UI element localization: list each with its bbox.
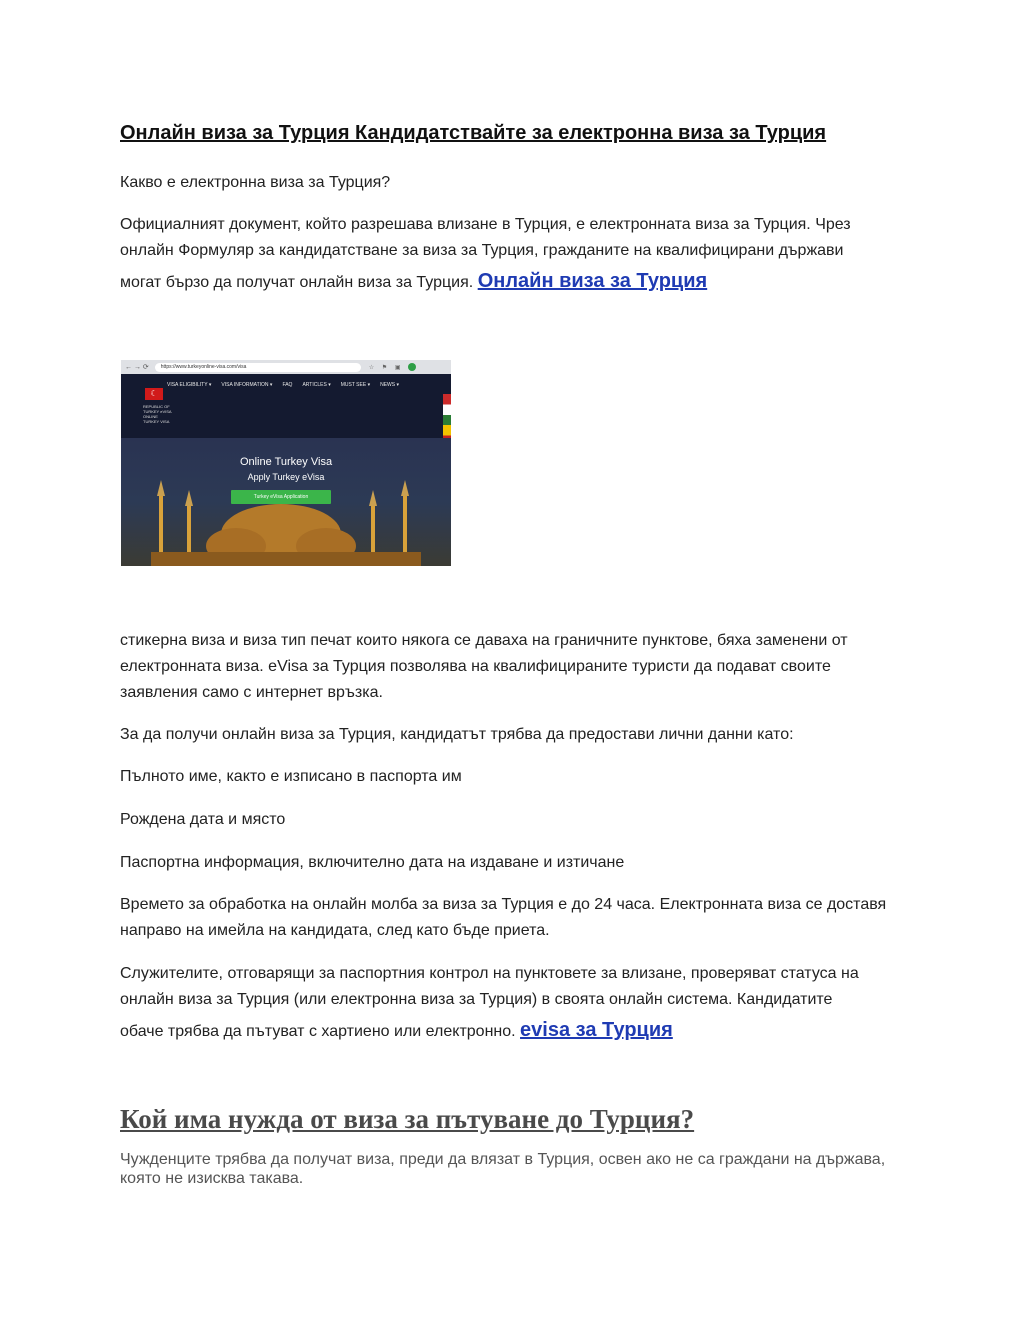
menu-visa-information: VISA INFORMATION ▾ (221, 382, 273, 388)
control-line-3-text: обаче трябва да пътуват с хартиено или електронно. (120, 1023, 516, 1040)
intro-line-2: онлайн Формуляр за кандидатстване за виза за Турция, гражданите на квалифицирани държави (120, 242, 844, 259)
menu-articles: ARTICLES ▾ (302, 382, 331, 388)
paragraph-passport-control (120, 961, 900, 1049)
paragraph-requirements: За да получи онлайн виза за Турция, кандидатът трябва да предостави лични данни като: (120, 726, 794, 743)
control-line-2: онлайн виза за Турция (или електронна виза за Турция) в своята онлайн система. Кандидатите (120, 991, 833, 1008)
browser-toolbar (121, 360, 451, 374)
hero-apply-button: Turkey eVisa Application (231, 490, 331, 504)
hero-title: Online Turkey Visa (239, 456, 333, 468)
turkey-flag-icon: ☾ (145, 388, 163, 400)
evisa-link[interactable]: evisa за Турция (520, 1019, 673, 1041)
question-text: Какво е електронна виза за Турция? (120, 174, 391, 191)
section-heading: Кой има нужда от виза за пътуване до Турция? (120, 1104, 695, 1134)
document-title: Онлайн виза за Турция Кандидатствайте за електронна виза за Турция (120, 122, 827, 144)
website-screenshot (121, 360, 451, 566)
hero-subtitle: Apply Turkey eVisa (247, 472, 325, 482)
menu-news: NEWS ▾ (380, 382, 399, 388)
list-item-birth: Рождена дата и място (120, 811, 286, 828)
site-menu (167, 382, 399, 388)
browser-extension-icons: ☆ ⚑ ▣ (368, 364, 404, 371)
paragraph-processing-time: Времето за обработка на онлайн молба за виза за Турция е до 24 часа. Електронната виза се доставя направо на имейла на кандидата, след като бъде приета. (120, 896, 887, 939)
list-item-passport: Паспортна информация, включително дата на издаване и изтичане (120, 854, 625, 871)
closing-paragraph: Чужденците трябва да получат виза, преди да влязат в Турция, освен ако не са граждани на държава, която не изисква такава. (120, 1151, 886, 1187)
online-visa-link[interactable]: Онлайн виза за Турция (477, 270, 708, 292)
control-line-1: Служителите, отговарящи за паспортния контрол на пунктовете за влизане, проверяват статуса на (120, 965, 859, 982)
intro-line-3-text: могат бързо да получат онлайн виза за Турция. (120, 274, 474, 291)
intro-paragraph (120, 212, 900, 300)
control-line-3 (120, 1013, 900, 1049)
menu-visa-eligibility: VISA ELIGIBILITY ▾ (167, 382, 212, 388)
paragraph-sticker-visa: стикерна виза и виза тип печат които някога се даваха на граничните пунктове, бяха заменени от електронната виза. eVisa за Турция позволява на квалифицираните туристи да подават своите заявления само с интернет връзка. (120, 632, 848, 701)
site-navbar (121, 374, 451, 438)
site-logo-text: REPUBLIC OF TURKEY eVISA ONLINE TURKEY VISA (143, 404, 172, 424)
browser-url-bar: https://www.turkeyonline-visa.com/visa (155, 363, 361, 372)
intro-line-1: Официалният документ, който разрешава влизане в Турция, е електронната виза за Турция. Чрез (120, 216, 851, 233)
profile-icon (408, 363, 416, 371)
browser-nav-icons: ← → ⟳ (125, 364, 149, 371)
intro-line-3 (120, 264, 900, 300)
list-item-full-name: Пълното име, както е изписано в паспорта им (120, 768, 462, 785)
hero-banner (121, 438, 451, 566)
menu-faq: FAQ (282, 382, 293, 388)
menu-must-see: MUST SEE ▾ (340, 382, 371, 388)
